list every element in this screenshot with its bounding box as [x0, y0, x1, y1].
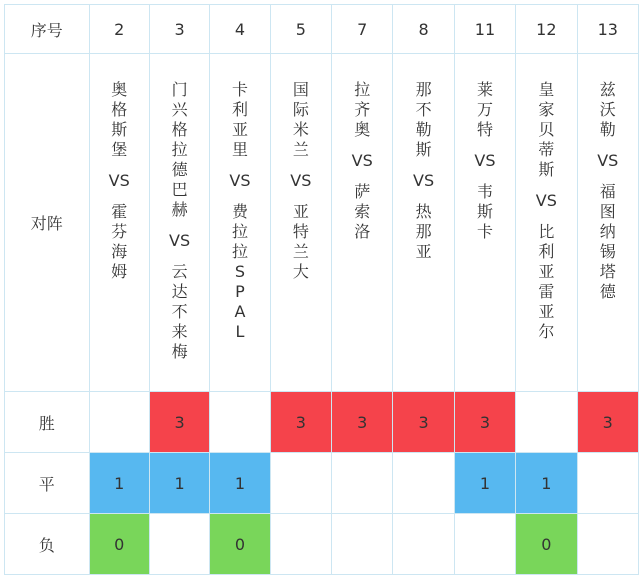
- match-teams: [415, 80, 433, 262]
- lose-cell: [454, 514, 515, 575]
- vs-label: VS: [535, 191, 557, 210]
- match-cell: [270, 54, 331, 392]
- match-teams: [110, 80, 128, 282]
- home-team: 奥格斯堡: [111, 80, 128, 159]
- win-cell: [210, 392, 270, 453]
- match-teams: [292, 80, 310, 282]
- lose-cell: [332, 514, 393, 575]
- match-teams: [599, 80, 617, 302]
- lose-cell: 0: [89, 514, 149, 575]
- vs-label: VS: [169, 231, 191, 250]
- match-number: 13: [577, 5, 638, 54]
- away-team: 亚特兰大: [292, 202, 309, 281]
- lose-cell: 0: [210, 514, 270, 575]
- home-team: 国际米兰: [292, 80, 309, 159]
- match-teams: [476, 80, 494, 242]
- lose-cell: 0: [516, 514, 577, 575]
- match-number: 3: [149, 5, 209, 54]
- lottery-match-table: [4, 4, 639, 575]
- header-label: 序号: [5, 5, 90, 54]
- draw-cell: 1: [89, 453, 149, 514]
- draw-cell: 1: [149, 453, 209, 514]
- home-team: 那不勒斯: [415, 80, 432, 159]
- win-cell: 3: [149, 392, 209, 453]
- match-cell: [516, 54, 577, 392]
- match-teams: [231, 80, 249, 342]
- match-number: 5: [270, 5, 331, 54]
- home-team: 卡利亚里: [231, 80, 248, 159]
- win-cell: 3: [454, 392, 515, 453]
- draw-cell: [393, 453, 454, 514]
- match-number: 11: [454, 5, 515, 54]
- match-cell: [454, 54, 515, 392]
- away-team: 热那亚: [415, 202, 432, 261]
- win-cell: [516, 392, 577, 453]
- draw-cell: [332, 453, 393, 514]
- vs-label: VS: [474, 151, 496, 170]
- lose-cell: [149, 514, 209, 575]
- draw-cell: 1: [516, 453, 577, 514]
- match-teams: [537, 80, 555, 342]
- match-row: [5, 54, 639, 392]
- draw-cell: 1: [210, 453, 270, 514]
- draw-cell: [577, 453, 638, 514]
- home-team: 拉齐奥: [354, 80, 371, 139]
- match-teams: [171, 80, 189, 362]
- home-team: 兹沃勒: [599, 80, 616, 139]
- home-team: 皇家贝蒂斯: [538, 80, 555, 179]
- win-cell: 3: [393, 392, 454, 453]
- lose-row: [5, 514, 639, 575]
- win-label: 胜: [5, 392, 90, 453]
- lose-cell: [270, 514, 331, 575]
- home-team: 莱万特: [476, 80, 493, 139]
- match-cell: [577, 54, 638, 392]
- match-cell: [149, 54, 209, 392]
- draw-cell: [270, 453, 331, 514]
- header-row: [5, 5, 639, 54]
- home-team: 门兴格拉德巴赫: [171, 80, 188, 219]
- lose-label: 负: [5, 514, 90, 575]
- away-team: 比利亚雷亚尔: [538, 222, 555, 341]
- win-cell: 3: [577, 392, 638, 453]
- win-cell: 3: [332, 392, 393, 453]
- lose-cell: [393, 514, 454, 575]
- draw-row: [5, 453, 639, 514]
- match-cell: [332, 54, 393, 392]
- away-team: 福图纳锡塔德: [599, 182, 616, 301]
- match-number: 12: [516, 5, 577, 54]
- away-team: 云达不来梅: [171, 262, 188, 361]
- vs-label: VS: [413, 171, 435, 190]
- win-cell: 3: [270, 392, 331, 453]
- match-number: 7: [332, 5, 393, 54]
- match-label: 对阵: [5, 54, 90, 392]
- vs-label: VS: [597, 151, 619, 170]
- away-team: 韦斯卡: [476, 182, 493, 241]
- match-cell: [210, 54, 270, 392]
- vs-label: VS: [108, 171, 130, 190]
- vs-label: VS: [229, 171, 251, 190]
- vs-label: VS: [290, 171, 312, 190]
- match-number: 2: [89, 5, 149, 54]
- away-team: 费拉拉SPAL: [231, 202, 248, 341]
- away-team: 霍芬海姆: [111, 202, 128, 281]
- match-cell: [89, 54, 149, 392]
- draw-label: 平: [5, 453, 90, 514]
- win-cell: [89, 392, 149, 453]
- match-number: 4: [210, 5, 270, 54]
- vs-label: VS: [351, 151, 373, 170]
- win-row: [5, 392, 639, 453]
- lose-cell: [577, 514, 638, 575]
- away-team: 萨索洛: [354, 182, 371, 241]
- match-number: 8: [393, 5, 454, 54]
- match-cell: [393, 54, 454, 392]
- match-teams: [353, 80, 371, 242]
- draw-cell: 1: [454, 453, 515, 514]
